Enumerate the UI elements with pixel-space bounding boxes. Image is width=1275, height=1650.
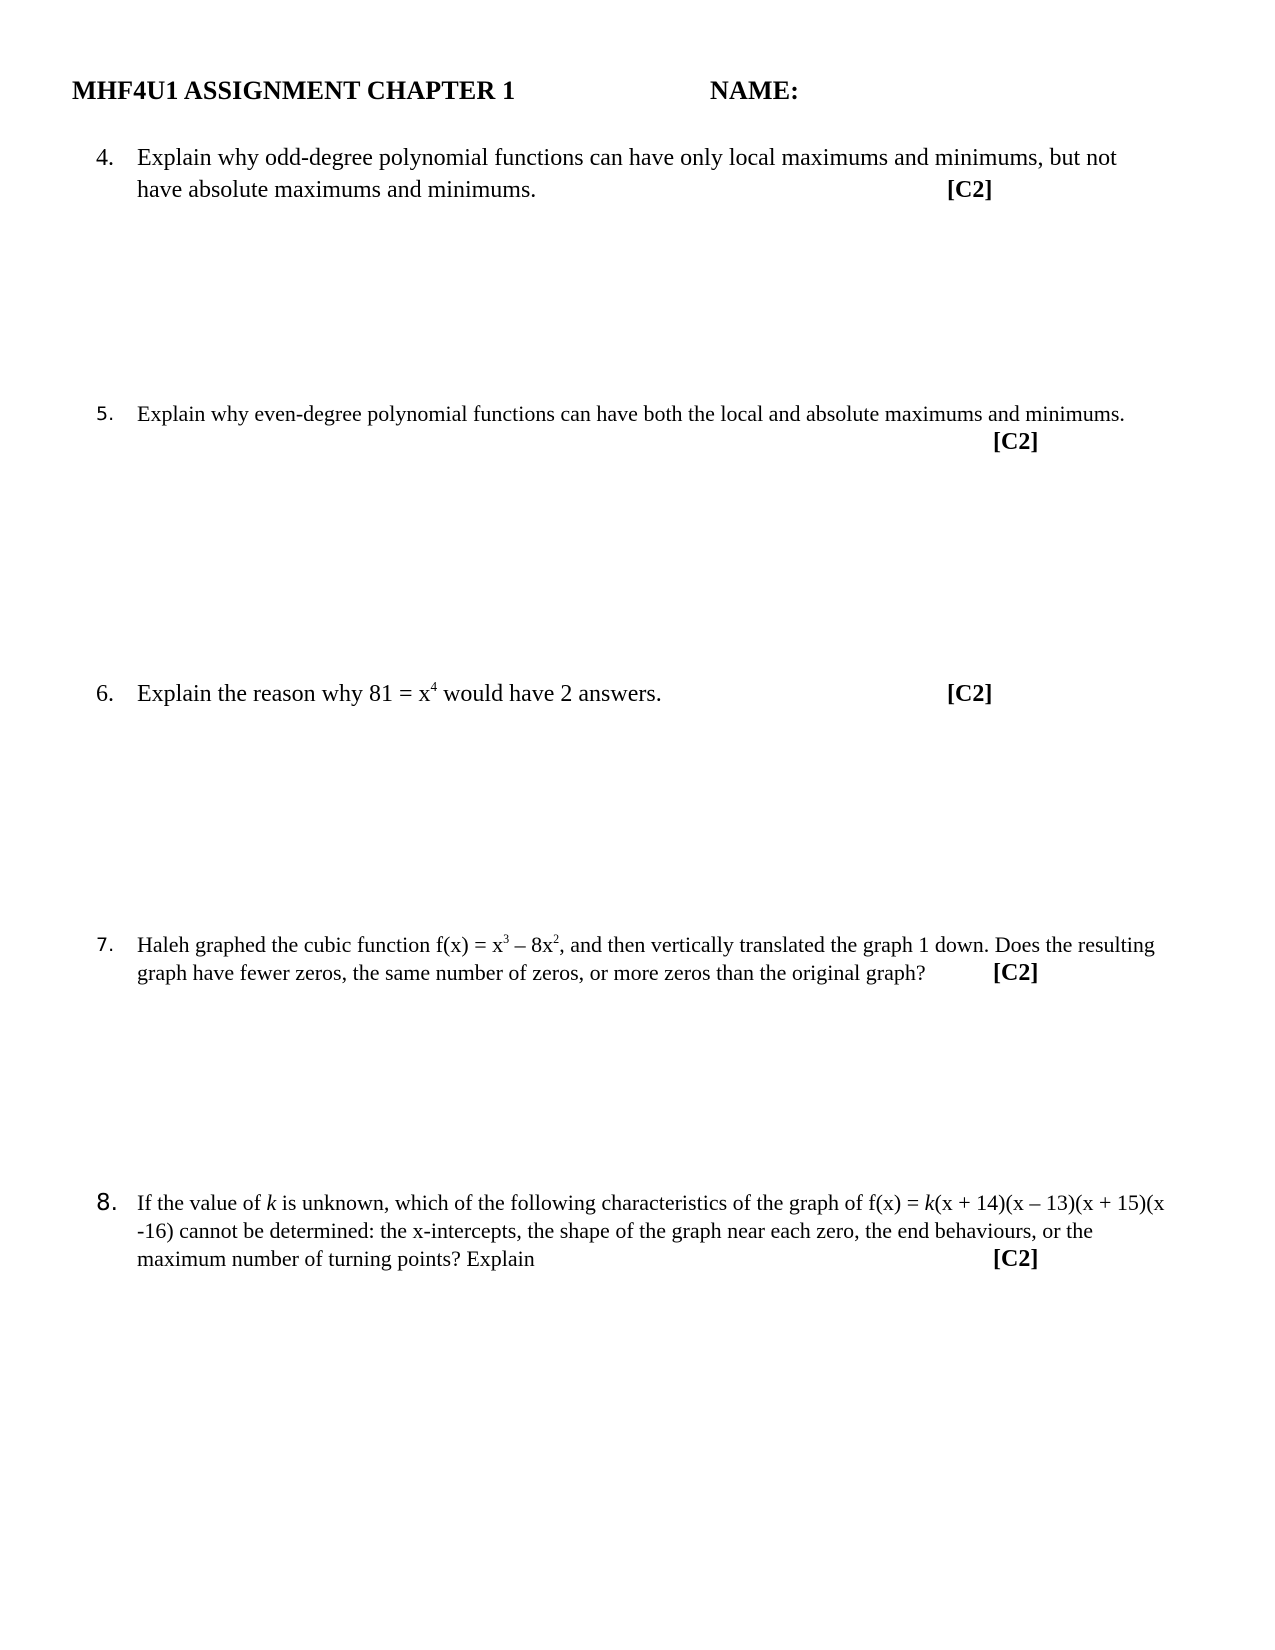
question-text-part: (x + 14)(x – 13)(x + 15)(x [934,1190,1165,1215]
question-number: 8. [96,1190,118,1216]
question-text [137,400,1246,456]
question-7 [96,931,1256,987]
question-text [137,1189,1266,1273]
exponent: 2 [553,931,560,946]
question-5 [96,400,1246,456]
question-line [137,931,1256,959]
question-line [137,1189,1266,1217]
mark-label: [C2] [993,960,1039,986]
mark-label: [C2] [947,681,993,707]
mark-row [137,428,1246,456]
question-line: Explain why even-degree polynomial functions can have both the local and absolute maximums and minimums. [137,401,1125,426]
mark-label: [C2] [993,429,1039,455]
name-label: NAME: [710,76,800,105]
question-text [137,931,1256,987]
exponent: 3 [503,931,510,946]
question-line-text: graph have fewer zeros, the same number of zeros, or more zeros than the original graph? [137,960,926,985]
variable-k: k [924,1190,935,1215]
question-line-2 [137,959,1256,987]
question-text-part: would have 2 answers. [437,681,662,707]
question-6 [96,678,1206,710]
question-text-part: – 8x [509,932,554,957]
exponent: 4 [430,679,438,695]
question-text [137,142,1206,206]
question-text-part: Explain the reason why 81 = x [137,681,431,707]
question-number: 7. [96,934,115,956]
mark-label: [C2] [947,177,993,203]
question-number: 6. [96,681,114,707]
variable-k: k [266,1190,277,1215]
question-text-part: If the value of [137,1190,267,1215]
question-line: Explain why odd-degree polynomial functions can have only local maximums and minimums, but not [137,145,1117,171]
question-number: 5. [96,403,115,425]
question-4 [96,142,1206,206]
question-line-2: -16) cannot be determined: the x-intercepts, the shape of the graph near each zero, the end behaviours, or the [137,1218,1093,1243]
question-text-part: , and then vertically translated the graph 1 down. Does the resulting [559,932,1155,957]
question-line-text: maximum number of turning points? Explain [137,1246,535,1271]
assignment-title: MHF4U1 ASSIGNMENT CHAPTER 1 [72,76,516,105]
question-line-3 [137,1245,1266,1273]
question-text [137,678,1206,710]
question-8 [96,1189,1266,1273]
question-text-part: is unknown, which of the following characteristics of the graph of f(x) = [276,1190,925,1215]
question-text-part: Haleh graphed the cubic function f(x) = x [137,932,504,957]
question-number: 4. [96,145,114,171]
question-line-text: have absolute maximums and minimums. [137,177,537,203]
question-line-2 [137,174,1206,206]
mark-label: [C2] [993,1246,1039,1272]
